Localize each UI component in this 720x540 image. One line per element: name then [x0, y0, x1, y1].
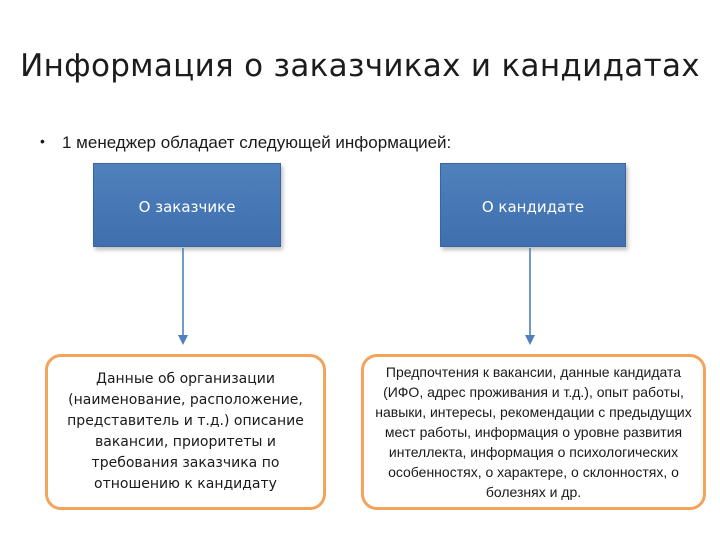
candidate-connector-arrow	[525, 248, 535, 345]
slide-title: Информация о заказчиках и кандидатах	[20, 48, 700, 84]
bullet-text: 1 менеджер обладает следующей информацией:	[62, 133, 452, 152]
customer-heading-label: О заказчике	[138, 198, 236, 216]
bullet-marker: •	[40, 133, 45, 149]
customer-heading-box	[93, 163, 281, 247]
customer-details-text: Данные об организации (наименование, расположение, представитель и т.д.) описание вакансии, приоритеты и требования заказчика по отношению к кандидату	[67, 371, 304, 492]
customer-connector-arrow	[178, 248, 188, 345]
candidate-details-box	[361, 354, 706, 510]
customer-details-box	[45, 354, 326, 510]
bullet-item	[40, 133, 451, 153]
candidate-heading-label: О кандидате	[481, 198, 585, 216]
candidate-heading-box	[440, 163, 626, 247]
candidate-details-text: Предпочтения к вакансии, данные кандидата (ИФО, адрес проживания и т.д.), опыт работы, навыки, интересы, рекомендации с предыдущих мест работы, информация о уровне развития интеллекта, информация о психологических особенностях, о характере, о склонностях, о болезнях и др.	[375, 364, 692, 500]
